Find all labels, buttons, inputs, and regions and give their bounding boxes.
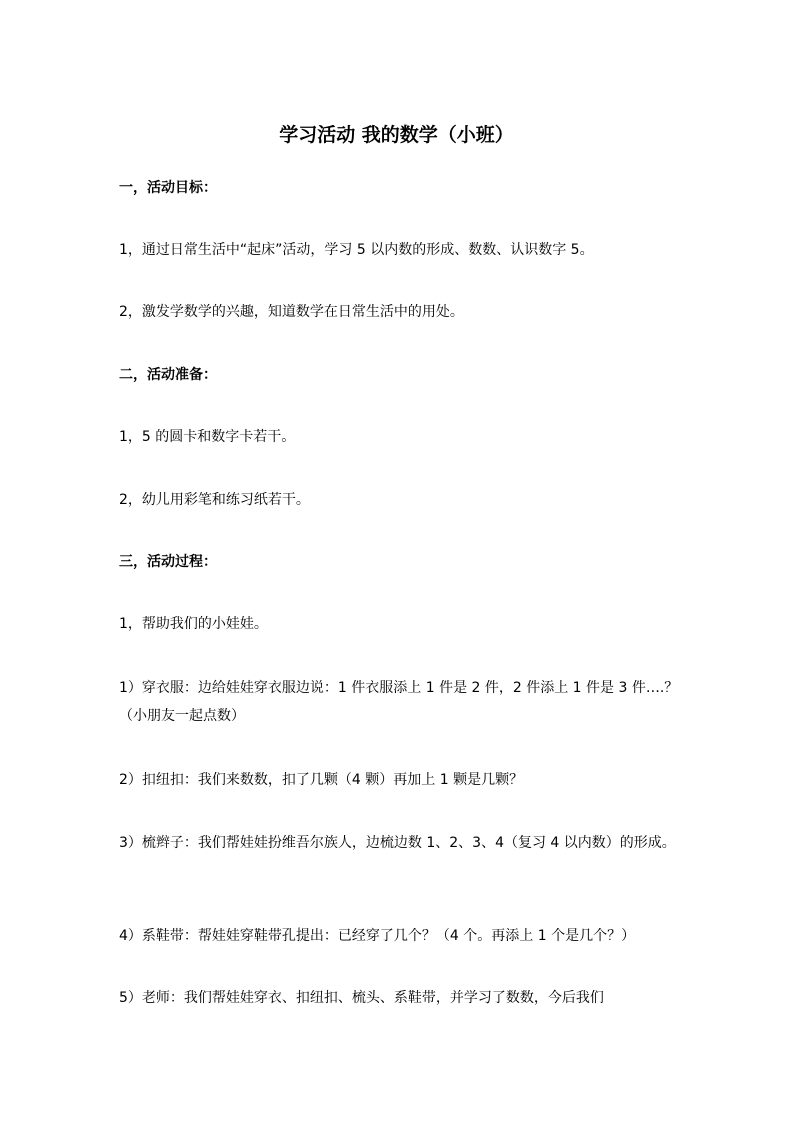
document-title: 学习活动 我的数学（小班） <box>279 124 514 146</box>
process-item-1: 1，帮助我们的小娃娃。 <box>119 616 268 632</box>
process-item-laces: 4）系鞋带：帮娃娃穿鞋带孔提出：已经穿了几个？（4 个。再添上 1 个是几个？） <box>119 928 636 944</box>
process-item-buttons: 2）扣纽扣：我们来数数，扣了几颗（4 颗）再加上 1 颗是几颗？ <box>119 772 524 788</box>
process-item-summary: 5）老师：我们帮娃娃穿衣、扣纽扣、梳头、系鞋带，并学习了数数，今后我们 <box>119 990 604 1006</box>
process-item-dress: 1）穿衣服：边给娃娃穿衣服边说：1 件衣服添上 1 件是 2 件，2 件添上 1 件是 3 件….？（小朋友一起点数） <box>119 680 679 724</box>
goal-item-1: 1，通过日常生活中“起床”活动，学习 5 以内数的形成、数数、认识数字 5。 <box>119 242 594 258</box>
preparation-item-2: 2，幼儿用彩笔和练习纸若干。 <box>119 492 310 508</box>
section-heading-goals: 一，活动目标： <box>119 180 217 196</box>
section-heading-preparation: 二，活动准备： <box>119 367 217 383</box>
process-item-braids: 3）梳辫子：我们帮娃娃扮维吾尔族人，边梳边数 1、2、3、4（复习 4 以内数）的形成。 <box>119 835 676 851</box>
preparation-item-1: 1，5 的圆卡和数字卡若干。 <box>119 429 296 445</box>
goal-item-2: 2，激发学数学的兴趣，知道数学在日常生活中的用处。 <box>119 304 464 320</box>
section-heading-process: 三，活动过程： <box>119 554 217 570</box>
